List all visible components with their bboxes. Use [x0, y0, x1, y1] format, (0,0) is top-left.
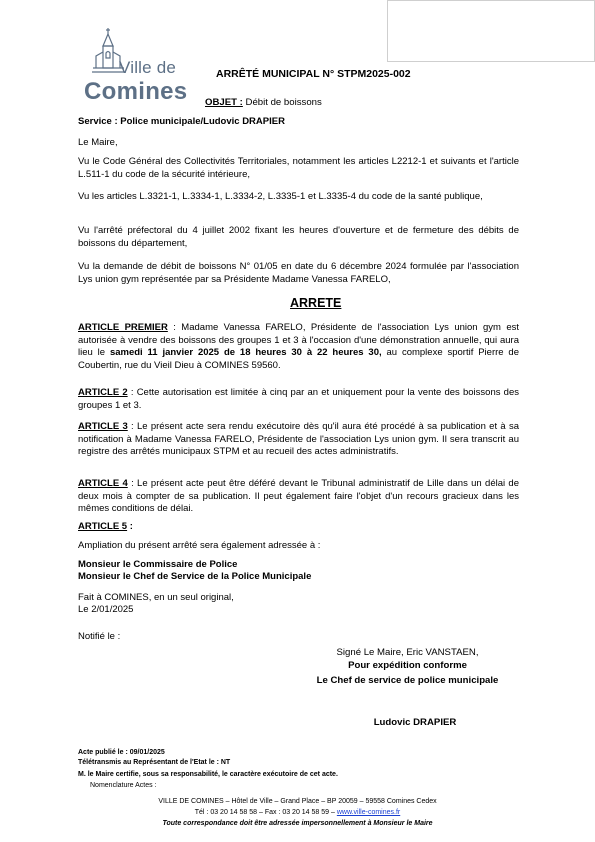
considerant-1: Vu le Code Général des Collectivités Territoriales, notamment les articles L2212-1 et suivants et l'article L.511-1 du code de la sécurité intérieure, [78, 156, 519, 180]
arrete-heading: ARRETE [290, 296, 342, 310]
stamp-box [387, 0, 595, 62]
footer-contact [30, 808, 565, 818]
decree-subject [205, 97, 322, 108]
article-5-colon: : [127, 521, 133, 532]
article-4 [78, 478, 519, 516]
footer-certifie: M. le Maire certifie, sous sa responsabilité, le caractère exécutoire de cet acte. [78, 771, 338, 778]
logo-comines-text: Comines [84, 78, 188, 105]
footer-tel-fax: Tél : 03 20 14 58 58 – Fax : 03 20 14 58 59 – [194, 809, 337, 816]
website-link[interactable]: www.ville-comines.fr [336, 809, 401, 816]
subject-value: Débit de boissons [242, 97, 322, 108]
article-1-location: au complexe sportif Pierre de Coubertin, rue du Vieil Dieu à COMINES 59560. [78, 347, 519, 371]
signature-chef: Le Chef de service de police municipale [316, 675, 499, 686]
article-3-label: ARTICLE 3 [78, 421, 128, 432]
logo-ville-text: Ville de [119, 58, 177, 77]
subject-label: OBJET : [205, 97, 243, 108]
considerant-2: Vu les articles L.3321-1, L.3334-1, L.3334-2, L.3335-1 et L.3335-4 du code de la santé publique, [78, 191, 483, 202]
signature-name: Ludovic DRAPIER [373, 717, 457, 728]
article-1-date: samedi 11 janvier 2025 de 18 heures 30 à 22 heures 30, [109, 347, 382, 359]
article-1 [78, 322, 519, 372]
decree-title: ARRÊTÉ MUNICIPAL N° STPM2025-002 [216, 68, 411, 80]
footer-publie: Acte publié le : 09/01/2025 [78, 749, 165, 756]
article-4-label: ARTICLE 4 [78, 478, 128, 489]
article-4-text: : Le présent acte peut être déféré devant le Tribunal administratif de Lille dans un délai de deux mois à compter de sa publication. Il peut également faire l'objet d'un recours gracieux dans les mêmes conditions de délai. [78, 478, 519, 515]
footer-address: VILLE DE COMINES – Hôtel de Ville – Grand Place – BP 20059 – 59558 Comines Cedex [158, 798, 437, 805]
considerant-4: Vu la demande de débit de boissons N° 01/05 en date du 6 décembre 2024 formulée par l'association Lys union gym représentée par sa Présidente Madame Vanessa FARELO, [78, 261, 519, 285]
considerant-3: Vu l'arrêté préfectoral du 4 juillet 2002 fixant les heures d'ouverture et de fermeture des débits de boissons du département, [78, 225, 519, 249]
le-maire: Le Maire, [78, 137, 118, 148]
recipient-commissaire: Monsieur le Commissaire de Police [78, 559, 238, 570]
footer-nomenclature: Nomenclature Actes : [90, 782, 157, 789]
article-1-label: ARTICLE PREMIER [78, 322, 168, 333]
date-line: Le 2/01/2025 [78, 604, 134, 615]
article-5-label: ARTICLE 5 [78, 521, 128, 532]
ampliation-line: Ampliation du présent arrêté sera également adressée à : [78, 540, 321, 551]
signature-expedition: Pour expédition conforme [348, 660, 467, 671]
notifie-line: Notifié le : [78, 631, 121, 642]
article-2-text: : Cette autorisation est limitée à cinq par an et uniquement pour la vente des boissons des groupes 1 et 3. [78, 387, 519, 411]
article-3-text: : Le présent acte sera rendu exécutoire dès qu'il aura été procédé à sa publication et à sa notification à Madame Vanessa FARELO, Présidente de l'association Lys union gym. Il sera transcrit au registre des arrêtés municipaux STPM et au recueil des actes administratifs. [78, 421, 519, 458]
fait-line: Fait à COMINES, en un seul original, [78, 592, 234, 603]
recipient-chef-service: Monsieur le Chef de Service de la Police Municipale [78, 571, 312, 582]
footer-teletransmis: Télétransmis au Représentant de l'Etat le : NT [78, 759, 231, 766]
signature-signed: Signé Le Maire, Eric VANSTAEN, [336, 647, 479, 658]
article-5 [78, 521, 519, 534]
article-1-text: : Madame Vanessa FARELO, Présidente de l'association Lys union gym est autorisée à vendre des boissons des groupes 1 et 3 à l'occasion d'une démonstration annuelle, qui aura lieu le [78, 322, 519, 359]
article-2 [78, 387, 519, 412]
article-3 [78, 421, 519, 459]
article-2-label: ARTICLE 2 [78, 387, 128, 398]
service-line: Service : Police municipale/Ludovic DRAPIER [78, 116, 285, 127]
city-logo [84, 26, 199, 108]
footer-correspondance: Toute correspondance doit être adressée impersonnellement à Monsieur le Maire [162, 820, 433, 827]
